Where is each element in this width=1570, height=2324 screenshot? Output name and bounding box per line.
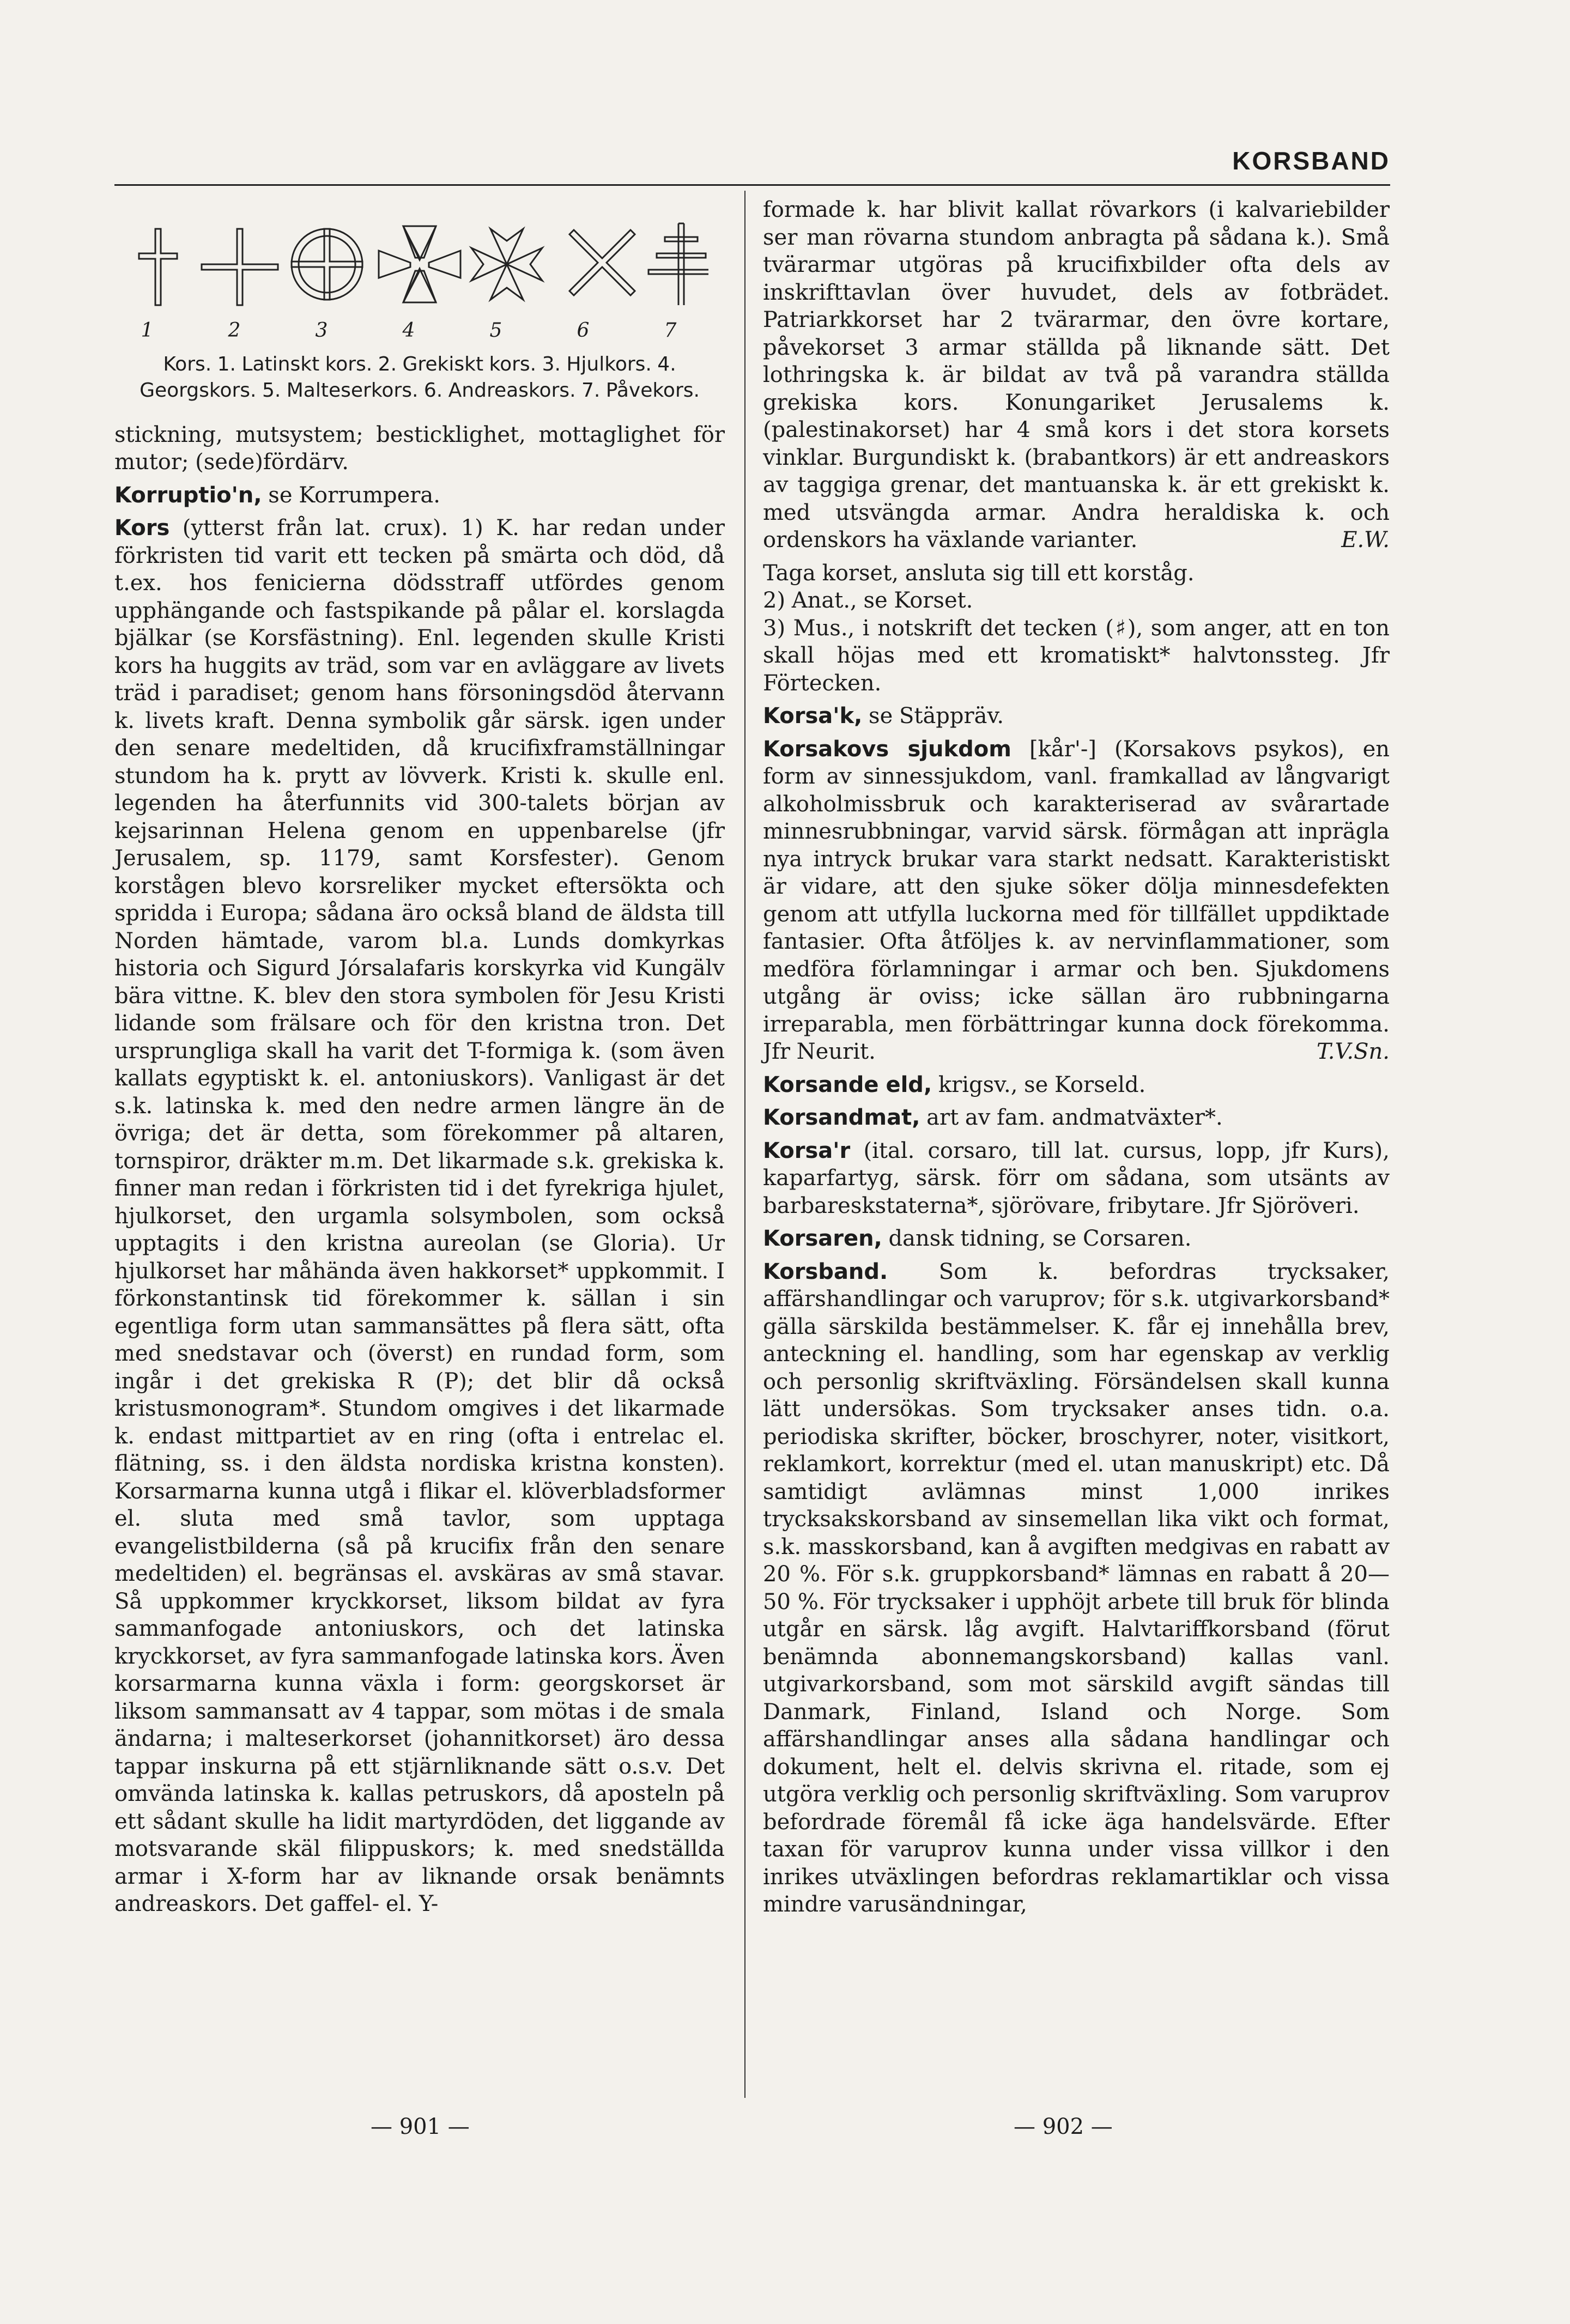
headword: Korsaren,: [763, 1226, 882, 1251]
figure-numbers: [136, 317, 681, 345]
entry-text: (ytterst från lat. crux). 1) K. har redan under förkristen tid varit ett tecken på smärta och död, då t.ex. hos fenicierna dödsstraff utfördes genom upphängande och fastspikande på pålar el. korslagda bjälkar (se Korsfästning). Enl. legenden skulle Kristi kors ha huggits av träd, som var en avläggare av livets träd i paradiset; genom hans försoningsdöd återvann k. livets kraft. Denna symbolik går särsk. igen under den senare medeltiden, då krucifixframställningar stundom ha k. prytt av lövverk. Kristi k. skulle enl. legenden ha återfunnits vid 300-talets början av kejsarinnan Helena genom en uppenbarelse (jfr Jerusalem, sp. 1179, samt Korsfester). Genom korstågen blevo korsreliker mycket eftersökta och spridda i Europa; sådana äro också bland de äldsta till Norden hämtade, varom bl.a. Lunds domkyrkas historia och Sigurd Jórsalafaris korskyrka vid Kungälv bära vittne. K. blev den stora symbolen för Jesu Kristi lidande som frälsare och för den kristna tron. Det ursprungliga skall ha varit det T-formiga k. (som även kallats egyptiskt k. el. antoniuskors). Vanligast är det s.k. latinska k. med den nedre armen längre än de övriga; det är detta, som förekommer på altaren, tornspiror, dräkter m.m. Det likarmade s.k. grekiska k. finner man redan i förkristen tid i det fyrekriga hjulet, hjulkorset, den urgamla solsymbolen, som också upptagits i den kristna aureolan (se Gloria). Ur hjulkorset har måhända även hakkorset* uppkommit. I förkonstantinsk tid förekommer k. sällan i sin egentliga form utan sammansättes på flera sätt, ofta med snedstavar och (överst) en rundad form, som ingår i det grekiska R (P); det blir då också kristusmonogram*. Stundom omgives i det likarmade k. endast mittpartiet av en ring (ofta i entrelac el. flätning, ss. i den äldsta nordiska kristna konsten). Korsarmarna kunna utgå i flikar el. klöverbladsformer el. sluta med små tavlor, som upptaga evangelistbilderna (så på krucifix från den senare medeltiden) el. begränsas el. avskäras av små stavar. Så uppkommer kryckkorset, liksom bildat av fyra sammanfogade antoniuskors, och det latinska kryckkorset, av fyra sammanfogade latinska kors. Även korsarmarna kunna växla i form: georgskorset är liksom sammansatt av 4 tappar, som mötas i de smala ändarna; i malteserkorset (johannitkorset) äro dessa tappar inskurna på ett stjärnliknande sätt o.s.v. Det omvända latinska k. kallas petruskors, då aposteln på ett sådant skulle ha lidit martyrdöden, det liggande av motsvarande skäl filippuskors; k. med snedställda armar i X-form har av liknande orsak benämnts andreaskors. Det gaffel- el. Y-: [114, 515, 725, 1916]
entry-text: stickning, mutsystem; besticklighet, mottaglighet för mutor; (sede)fördärv.: [114, 422, 725, 475]
figure-number: 2: [228, 319, 241, 342]
headword: Korsband.: [763, 1259, 888, 1284]
figure-number: 6: [577, 319, 590, 342]
entry-korsandmat: [763, 1104, 1390, 1132]
headword: Korsande eld,: [763, 1072, 932, 1097]
author-signature: T.V.Sn.: [1316, 1039, 1390, 1064]
entry-korsak: [763, 702, 1390, 730]
figure-number: 3: [315, 319, 328, 342]
running-head: KORSBAND: [1232, 147, 1390, 175]
page-number-left: — 901 —: [371, 2114, 470, 2139]
papal-cross-icon: [648, 223, 708, 305]
left-column: [114, 207, 725, 1923]
entry-continuation: [114, 421, 725, 476]
entry-subsense: [763, 560, 1390, 697]
headword: Korruptio'n,: [114, 482, 262, 508]
cross-illustrations: [131, 207, 708, 316]
headword: Korsa'r: [763, 1138, 851, 1163]
entry-text: dansk tidning, se Corsaren.: [882, 1226, 1192, 1251]
page-number-right: — 902 —: [1014, 2114, 1113, 2139]
entry-kors-continued: [763, 196, 1390, 554]
headword: Korsa'k,: [763, 703, 863, 729]
entry-korsaren: [763, 1225, 1390, 1253]
entry-korruption: [114, 482, 725, 509]
entry-text: (ital. corsaro, till lat. cursus, lopp, jfr Kurs), kaparfartyg, särsk. förr om sådana, som utsänts av barbareskstaterna*, sjörövare, fribytare. Jfr Sjöröveri.: [763, 1138, 1390, 1218]
entry-korsband: [763, 1258, 1390, 1919]
right-column: [763, 196, 1390, 1924]
headword: Korsakovs sjukdom: [763, 736, 1011, 762]
figure-number: 1: [141, 319, 154, 342]
figure-number: 5: [489, 319, 502, 342]
entry-korsakov: [763, 736, 1390, 1066]
entry-text: 3) Mus., i notskrift det tecken (♯), som anger, att en ton skall höjas med ett kromatiskt* halvtonssteg. Jfr Förtecken.: [763, 615, 1390, 696]
wheel-cross-icon: [292, 229, 362, 300]
figure-number: 4: [402, 319, 415, 342]
entry-text: krigsv., se Korseld.: [932, 1072, 1146, 1097]
greek-cross-icon: [202, 229, 278, 305]
entry-kors: [114, 514, 725, 1918]
header-rule: [114, 184, 1390, 186]
entry-text: formade k. har blivit kallat rövarkors (i kalvariebilder ser man rövarna stundom anbragta på sådana k.). Små tvärarmar utgöras på krucifixbilder ofta dels av inskrifttavlan över huvudet, dels av fotbrädet. Patriarkkorset har 2 tvärarmar, den övre kortare, påvekorset 3 armar ställda på liknande sätt. Det lothringska k. är bildat av två på varandra ställda grekiska kors. Konungariket Jerusalems k. (palestinakorset) har 4 små kors i det stora korsets vinklar. Burgundiskt k. (brabantkors) är ett andreaskors av taggiga grenar, det mantuanska k. är ett grekiskt k. med utsvängda armar. Andra heraldiska k. och ordenskors ha växlande varianter.: [763, 197, 1390, 553]
maltese-cross-icon: [471, 229, 542, 300]
latin-cross-icon: [139, 229, 177, 305]
entry-text: [kår'-] (Korsakovs psykos), en form av sinnessjukdom, vanl. framkallad av långvarigt alkoholmissbruk och karakteriserad av svårartade minnesrubbningar, varvid särsk. förmågan att inprägla nya intryck brukar vara starkt nedsatt. Karakteristiskt är vidare, att den sjuke söker dölja minnesdefekten genom att utfylla luckorna med för tillfället uppdiktade fantasier. Ofta åtföljes k. av nervinflammationer, som medföra förlamningar i armar och ben. Sjukdomens utgång är oviss; icke sällan äro rubbningarna irreparabla, men förbättringar kunna dock förekomma. Jfr Neurit.: [763, 736, 1390, 1064]
entry-text: se Korrumpera.: [262, 482, 440, 508]
headword: Kors: [114, 515, 170, 541]
headword: Korsandmat,: [763, 1105, 920, 1130]
entry-text: art av fam. andmatväxter*.: [920, 1105, 1223, 1130]
entry-korsande-eld: [763, 1071, 1390, 1099]
entry-text: Som k. befordras trycksaker, affärshandlingar och varuprov; för s.k. utgivarkorsband* gälla särskilda bestämmelser. K. får ej innehålla brev, anteckning el. handling, som har egenskap av verklig och personlig skriftväxling. Försändelsen skall kunna lätt undersökas. Som trycksaker anses tidn. o.a. periodiska skrifter, böcker, broschyrer, noter, visitkort, reklamkort, korrektur (med el. utan manuskript) etc. Då samtidigt avlämnas minst 1,000 inrikes trycksakskorsband av sinsemellan lika vikt och format, s.k. masskorsband, kan å avgiften medgivas en rabatt av 20 %. För s.k. gruppkorsband* lämnas en rabatt å 20—50 %. För trycksaker i upphöjt arbete till bruk för blinda utgår en särsk. låg avgift. Halvtariffkorsband (förut benämnda abonnemangskorsband) kallas vanl. utgivarkorsband, som mot särskild avgift sändas till Danmark, Finland, Island och Norge. Som affärshandlingar anses alla sådana handlingar och dokument, helt el. delvis skrivna el. ritade, som ej utgöra verklig och personlig skriftväxling. Som varuprov befordrade föremål få icke äga handelsvärde. Efter taxan för varuprov kunna under vissa villkor i den inrikes utväxlingen befordras reklamartiklar och vissa mindre varusändningar,: [763, 1259, 1390, 1917]
column-divider: [744, 191, 745, 2098]
georgs-cross-icon: [379, 226, 460, 302]
entry-korsar: [763, 1137, 1390, 1220]
andreas-cross-icon: [569, 230, 635, 295]
author-signature: E.W.: [1341, 527, 1390, 553]
entry-text: Taga korset, ansluta sig till ett korståg.: [763, 560, 1195, 586]
entry-text: 2) Anat., se Korset.: [763, 588, 973, 613]
cross-figure: [114, 207, 725, 404]
entry-text: se Stäppräv.: [862, 703, 1004, 729]
figure-caption: Kors. 1. Latinskt kors. 2. Grekiskt kors. 3. Hjulkors. 4. Georgskors. 5. Malteserkors. 6. Andreaskors. 7. Påvekors.: [140, 353, 700, 402]
figure-number: 7: [664, 319, 677, 342]
